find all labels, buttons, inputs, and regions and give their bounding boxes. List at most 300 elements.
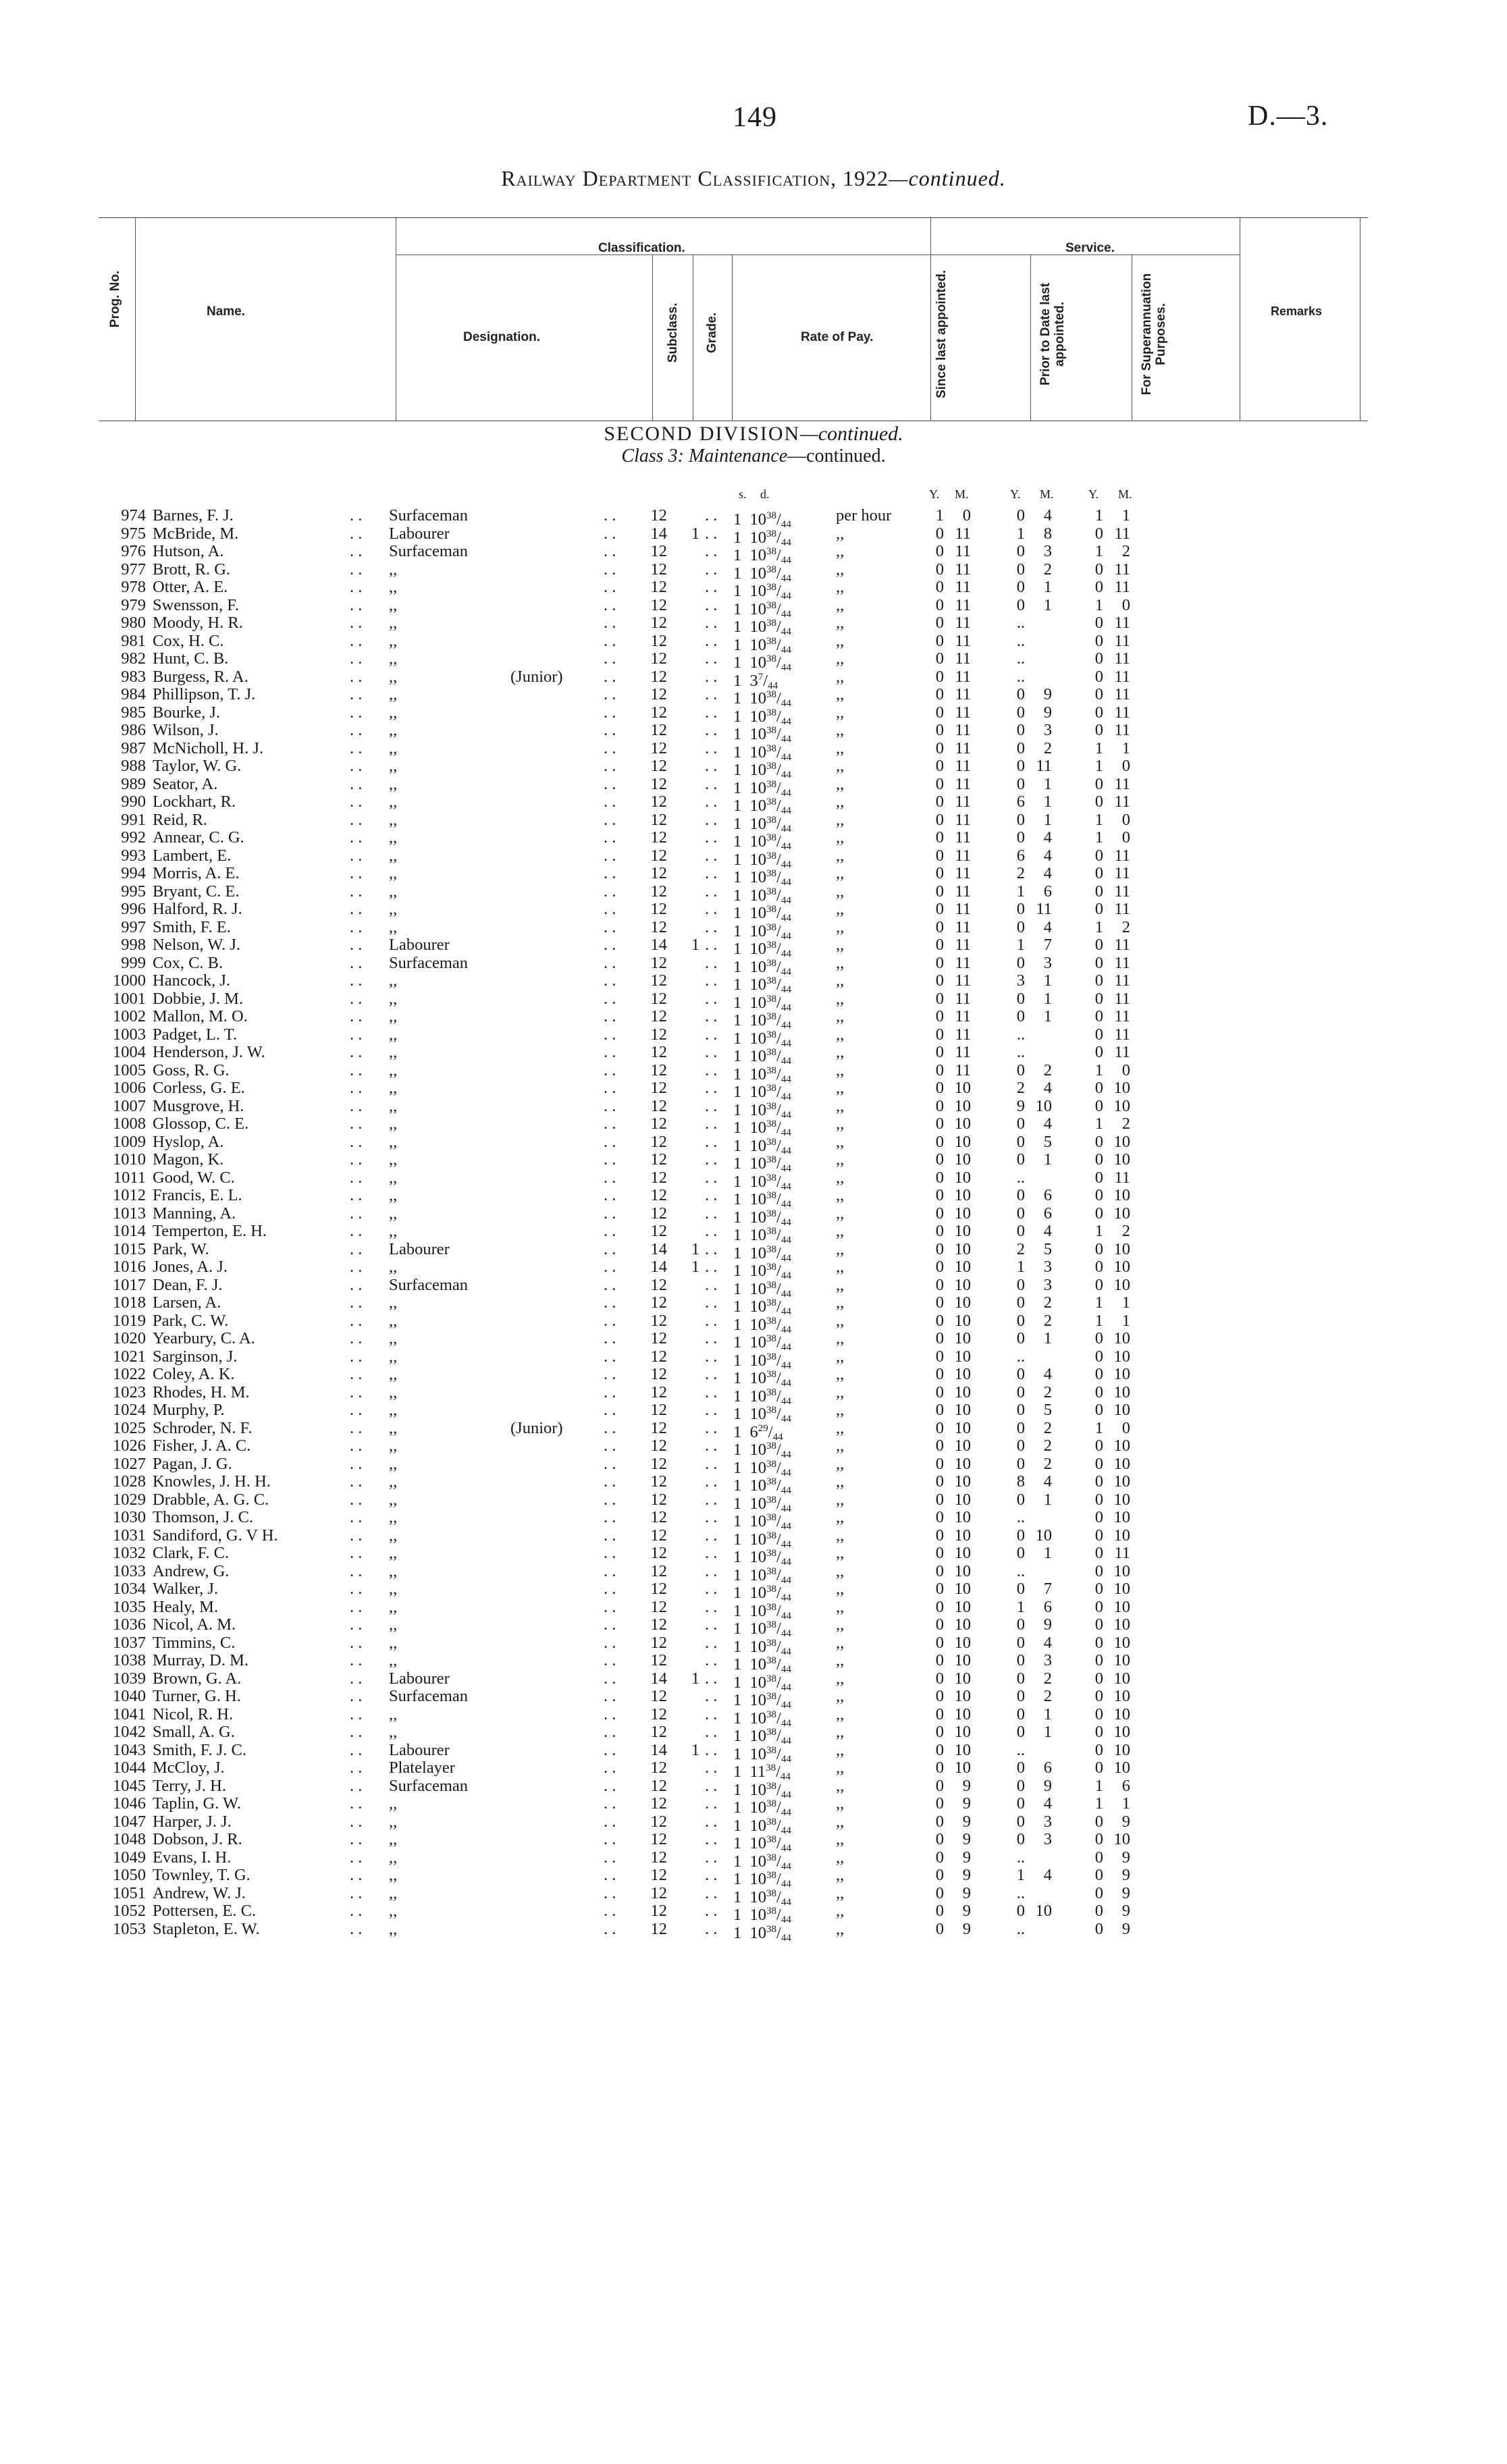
service-superannuation — [1087, 757, 1144, 776]
service-prior-to-date-months: 1 — [1043, 793, 1052, 811]
rate-fraction-denominator: 44 — [781, 1092, 791, 1102]
service-superannuation-months: 10 — [1113, 1454, 1130, 1473]
rate-fraction-numerator: 38 — [766, 868, 776, 879]
rate-pence: 10 — [749, 653, 766, 672]
prog-no-cell: 1007 — [113, 1096, 146, 1115]
service-since-last-appointed — [928, 1902, 978, 1921]
rate-fraction-numerator: 38 — [766, 1405, 776, 1416]
name-cell: Bourke, J. — [153, 703, 221, 722]
service-prior-to-date — [1009, 971, 1065, 990]
service-superannuation-years: 0 — [1094, 1454, 1103, 1473]
service-prior-to-date-years: 0 — [1016, 685, 1025, 703]
service-since-last-appointed — [928, 596, 978, 615]
designation-cell: ,, — [389, 989, 398, 1008]
service-prior-to-date-years: 0 — [1016, 1007, 1025, 1025]
service-since-last-appointed-months: 11 — [955, 631, 971, 650]
subclass-cell: 12 — [650, 1115, 667, 1133]
leader-dots: . . — [705, 1902, 718, 1920]
fraction-slash: / — [776, 868, 781, 886]
rate-pence: 10 — [749, 975, 766, 994]
service-since-last-appointed-years: 0 — [935, 1883, 944, 1902]
rate-period-cell: ,, — [836, 1919, 845, 1938]
service-superannuation-months: 2 — [1121, 917, 1130, 936]
rate-pence: 10 — [749, 886, 766, 905]
unit-pence: d. — [760, 487, 770, 501]
prog-no-cell: 998 — [121, 936, 146, 954]
service-since-last-appointed — [928, 1133, 978, 1152]
table-row — [0, 1472, 1507, 1496]
prog-no-cell: 992 — [121, 828, 146, 847]
leader-dots: . . — [604, 1794, 616, 1813]
leader-dots: . . — [350, 649, 363, 668]
table-row — [0, 1365, 1507, 1389]
table-row — [0, 793, 1507, 816]
leader-dots: . . — [604, 828, 616, 847]
col-since-last-appointed: Since last appointed. — [934, 269, 949, 399]
table-row — [0, 1293, 1507, 1317]
rate-period-cell: ,, — [836, 1597, 845, 1616]
service-superannuation — [1087, 1491, 1144, 1509]
service-prior-to-date-months: 1 — [1043, 578, 1052, 596]
prog-no-cell: 1045 — [113, 1776, 146, 1795]
service-superannuation-months: 11 — [1114, 524, 1130, 543]
designation-cell: ,, — [389, 1705, 398, 1723]
leader-dots: . . — [705, 1132, 718, 1151]
service-since-last-appointed-months: 11 — [955, 685, 971, 703]
service-superannuation-months: 6 — [1121, 1776, 1130, 1795]
rate-shillings: 1 — [733, 546, 742, 564]
leader-dots: . . — [705, 1526, 718, 1545]
service-since-last-appointed — [928, 864, 978, 883]
service-superannuation — [1087, 1293, 1144, 1312]
prog-no-cell: 985 — [121, 703, 146, 722]
rate-pence: 10 — [749, 1709, 766, 1728]
service-superannuation-months: 10 — [1113, 1150, 1130, 1169]
designation-cell: ,, — [389, 1472, 398, 1491]
service-prior-to-date — [1009, 1061, 1065, 1080]
service-prior-to-date-months: 4 — [1043, 1794, 1052, 1813]
service-prior-to-date-years: 0 — [1016, 703, 1025, 722]
designation-cell: ,, — [389, 1186, 398, 1204]
service-prior-to-date-years: 0 — [1016, 953, 1025, 972]
leader-dots: . . — [350, 1830, 363, 1848]
rate-period-cell: ,, — [836, 1007, 845, 1025]
service-since-last-appointed-years: 0 — [935, 1186, 944, 1204]
fraction-slash: / — [776, 1816, 781, 1835]
service-prior-to-date-months: 1 — [1043, 1007, 1052, 1025]
rate-fraction-denominator: 44 — [781, 1896, 791, 1908]
service-prior-to-date-months: 1 — [1043, 595, 1052, 614]
table-row — [0, 1383, 1507, 1407]
service-superannuation-years: 1 — [1094, 1222, 1103, 1240]
rate-fraction-denominator: 44 — [781, 1825, 791, 1836]
service-since-last-appointed-months: 10 — [954, 1150, 971, 1169]
subclass-cell: 12 — [650, 1007, 667, 1025]
leader-dots: . . — [604, 1544, 616, 1562]
service-prior-to-date-months: 1 — [1043, 810, 1052, 829]
service-since-last-appointed-months: 11 — [955, 1007, 971, 1025]
service-prior-to-date-months: 10 — [1035, 1526, 1052, 1545]
service-since-last-appointed — [928, 775, 978, 794]
service-superannuation — [1087, 1455, 1144, 1474]
service-since-last-appointed-years: 0 — [935, 1347, 944, 1366]
name-cell: Temperton, E. H. — [153, 1222, 267, 1240]
service-since-last-appointed — [928, 578, 978, 597]
rate-period-cell: ,, — [836, 1311, 845, 1330]
prog-no-cell: 1020 — [113, 1329, 146, 1347]
rate-fraction-numerator: 38 — [766, 1243, 776, 1255]
subclass-cell: 12 — [650, 1651, 667, 1669]
name-cell: Reid, R. — [153, 810, 207, 829]
designation-cell: Surfaceman — [389, 1275, 468, 1294]
rate-period-cell: ,, — [836, 1526, 845, 1545]
service-prior-to-date — [1009, 1562, 1065, 1581]
rate-fraction-denominator: 44 — [781, 1163, 791, 1174]
rate-shillings: 1 — [733, 1780, 742, 1799]
service-prior-to-date — [1009, 1544, 1065, 1563]
service-since-last-appointed — [928, 1276, 978, 1295]
name-cell: Sandiford, G. V H. — [153, 1526, 278, 1545]
service-prior-to-date-years: .. — [1016, 1347, 1025, 1366]
service-since-last-appointed-months: 10 — [954, 1669, 971, 1688]
leader-dots: . . — [350, 1258, 363, 1276]
service-superannuation — [1087, 1133, 1144, 1152]
prog-no-cell: 1025 — [113, 1418, 146, 1437]
fraction-slash: / — [776, 1172, 781, 1191]
name-cell: Musgrove, H. — [153, 1096, 244, 1115]
table-row — [0, 1651, 1507, 1675]
service-prior-to-date-months: 1 — [1043, 1490, 1052, 1509]
service-prior-to-date-months: 9 — [1043, 685, 1052, 703]
service-prior-to-date — [1009, 1043, 1065, 1062]
service-prior-to-date-months: 4 — [1043, 846, 1052, 865]
division-name: SECOND DIVISION — [604, 423, 801, 445]
subclass-cell: 12 — [650, 1079, 667, 1097]
name-cell: Magon, K. — [153, 1150, 224, 1169]
rate-pence: 10 — [749, 1727, 766, 1745]
rate-fraction-numerator: 38 — [766, 1565, 776, 1577]
leader-dots: . . — [705, 774, 718, 793]
service-since-last-appointed-months: 10 — [954, 1258, 971, 1276]
service-superannuation — [1087, 990, 1144, 1009]
service-since-last-appointed-months: 11 — [955, 739, 971, 757]
leader-dots: . . — [705, 1418, 718, 1437]
leader-dots: . . — [705, 524, 718, 543]
fraction-slash: / — [776, 1387, 781, 1405]
rate-period-cell: ,, — [836, 1508, 845, 1526]
rate-fraction-numerator: 38 — [766, 1226, 776, 1237]
rate-fraction-denominator: 44 — [781, 751, 791, 763]
service-superannuation-months: 11 — [1114, 936, 1130, 954]
service-superannuation-years: 0 — [1094, 1883, 1103, 1902]
prog-no-cell: 993 — [121, 846, 146, 865]
rate-period-cell: ,, — [836, 900, 845, 918]
designation-cell: ,, — [389, 1222, 398, 1240]
prog-no-cell: 996 — [121, 900, 146, 918]
rate-pence: 10 — [749, 1315, 766, 1334]
name-cell: Wilson, J. — [153, 721, 219, 739]
subclass-cell: 12 — [650, 703, 667, 722]
fraction-slash: / — [776, 707, 781, 726]
col-name: Name. — [207, 304, 246, 319]
rate-shillings: 1 — [733, 1441, 742, 1459]
designation-cell: ,, — [389, 614, 398, 632]
rate-pence: 10 — [749, 1673, 766, 1692]
service-superannuation-years: 0 — [1094, 1347, 1103, 1366]
service-superannuation-years: 0 — [1094, 1526, 1103, 1545]
service-superannuation-years: 0 — [1094, 1007, 1103, 1025]
rate-fraction-denominator: 44 — [781, 805, 791, 816]
service-superannuation-months: 11 — [1114, 1043, 1130, 1061]
leader-dots: . . — [350, 1561, 363, 1580]
rate-period-cell: ,, — [836, 1902, 845, 1920]
fraction-slash: / — [776, 1637, 781, 1656]
leader-dots: . . — [604, 1830, 616, 1848]
designation-cell: ,, — [389, 1883, 398, 1902]
subclass-cell: 12 — [650, 1919, 667, 1938]
service-since-last-appointed-months: 10 — [954, 1561, 971, 1580]
rate-fraction-numerator: 38 — [766, 1190, 776, 1201]
name-cell: Morris, A. E. — [153, 864, 240, 882]
fraction-slash: / — [776, 940, 781, 958]
leader-dots: . . — [705, 578, 718, 596]
fraction-slash: / — [776, 1047, 781, 1065]
rate-fraction-numerator: 38 — [766, 653, 776, 664]
service-superannuation-years: 0 — [1094, 1258, 1103, 1276]
rate-fraction-numerator: 38 — [766, 1852, 776, 1863]
prog-no-cell: 982 — [121, 649, 146, 668]
service-since-last-appointed — [928, 649, 978, 668]
rate-fraction-denominator: 44 — [781, 859, 791, 870]
subclass-cell: 12 — [650, 1866, 667, 1884]
rate-pence: 10 — [749, 1262, 766, 1280]
service-prior-to-date-months: 4 — [1043, 917, 1052, 936]
prog-no-cell: 1037 — [113, 1633, 146, 1652]
service-prior-to-date — [1009, 918, 1065, 937]
service-since-last-appointed-years: 0 — [935, 1204, 944, 1223]
rate-period-cell: ,, — [836, 1633, 845, 1652]
service-since-last-appointed-months: 10 — [954, 1437, 971, 1455]
service-since-last-appointed-months: 10 — [954, 1132, 971, 1151]
name-cell: Barnes, F. J. — [153, 506, 234, 525]
service-superannuation — [1087, 1777, 1144, 1796]
name-cell: Goss, R. G. — [153, 1061, 230, 1079]
rate-pence: 10 — [749, 1029, 766, 1048]
service-superannuation-years: 0 — [1094, 1544, 1103, 1562]
service-superannuation-years: 0 — [1094, 1025, 1103, 1044]
rate-fraction-numerator: 38 — [766, 1619, 776, 1630]
rate-period-cell: ,, — [836, 1759, 845, 1777]
service-prior-to-date-years: 0 — [1016, 1115, 1025, 1133]
fraction-slash: / — [776, 635, 781, 654]
subclass-cell: 12 — [650, 1776, 667, 1795]
service-since-last-appointed-months: 9 — [962, 1902, 971, 1920]
service-superannuation-months: 11 — [1114, 631, 1130, 650]
service-superannuation-years: 0 — [1094, 631, 1103, 650]
service-prior-to-date-months: 4 — [1043, 864, 1052, 882]
service-prior-to-date — [1009, 900, 1065, 919]
name-cell: Taplin, G. W. — [153, 1794, 241, 1813]
prog-no-cell: 980 — [121, 614, 146, 632]
prog-no-cell: 979 — [121, 595, 146, 614]
service-superannuation — [1087, 668, 1144, 687]
designation-cell: ,, — [389, 739, 398, 757]
designation-cell: ,, — [389, 1830, 398, 1848]
rate-pence: 10 — [749, 635, 766, 654]
leader-dots: . . — [705, 882, 718, 901]
rate-fraction-denominator: 44 — [781, 644, 791, 655]
service-since-last-appointed — [928, 1419, 978, 1438]
rate-shillings: 1 — [733, 1422, 742, 1441]
leader-dots: . . — [705, 1079, 718, 1097]
rate-fraction-denominator: 44 — [781, 1682, 791, 1693]
name-cell: Timmins, C. — [153, 1633, 236, 1652]
service-prior-to-date — [1009, 1419, 1065, 1438]
service-since-last-appointed-years: 0 — [935, 1150, 944, 1169]
fraction-slash: / — [776, 725, 781, 743]
rate-shillings: 1 — [733, 1387, 742, 1405]
service-since-last-appointed — [928, 1061, 978, 1080]
leader-dots: . . — [350, 1418, 363, 1437]
service-superannuation — [1087, 1902, 1144, 1921]
table-row — [0, 1794, 1507, 1818]
rate-fraction-numerator: 38 — [766, 814, 776, 826]
rate-period-cell: ,, — [836, 1115, 845, 1133]
leader-dots: . . — [705, 1794, 718, 1813]
rate-period-cell: ,, — [836, 810, 845, 829]
rate-pence: 10 — [749, 618, 766, 636]
subclass-cell: 12 — [650, 1347, 667, 1366]
service-prior-to-date-months: 2 — [1043, 1437, 1052, 1455]
rate-shillings: 1 — [733, 1798, 742, 1817]
leader-dots: . . — [604, 1651, 616, 1669]
fraction-slash: / — [776, 1548, 781, 1566]
service-since-last-appointed-months: 9 — [962, 1776, 971, 1795]
service-superannuation-months: 10 — [1113, 1204, 1130, 1223]
service-superannuation-years: 0 — [1094, 953, 1103, 972]
service-superannuation-months: 11 — [1114, 560, 1130, 579]
designation-cell: ,, — [389, 1043, 398, 1061]
rate-shillings: 1 — [733, 1279, 742, 1298]
service-superannuation-years: 0 — [1094, 1866, 1103, 1884]
leader-dots: . . — [604, 1222, 616, 1240]
table-row — [0, 757, 1507, 780]
service-prior-to-date — [1009, 578, 1065, 597]
service-since-last-appointed — [928, 1884, 978, 1903]
prog-no-cell: 1009 — [113, 1132, 146, 1151]
prog-no-cell: 999 — [121, 953, 146, 972]
service-prior-to-date-years: 0 — [1016, 1651, 1025, 1669]
subclass-cell: 12 — [650, 1687, 667, 1705]
subclass-cell: 12 — [650, 1597, 667, 1616]
service-since-last-appointed-months: 10 — [954, 1275, 971, 1294]
rate-pence: 10 — [749, 1601, 766, 1620]
service-prior-to-date-years: 0 — [1016, 1615, 1025, 1634]
service-since-last-appointed — [928, 1794, 978, 1813]
service-prior-to-date — [1009, 990, 1065, 1009]
rate-pence: 10 — [749, 1548, 766, 1566]
designation-cell: ,, — [389, 1007, 398, 1025]
name-cell: Harper, J. J. — [153, 1812, 232, 1831]
service-since-last-appointed — [928, 918, 978, 937]
service-since-last-appointed-years: 0 — [935, 1258, 944, 1276]
table-row — [0, 1526, 1507, 1550]
rate-fraction-denominator: 44 — [780, 1771, 791, 1782]
service-since-last-appointed — [928, 1329, 978, 1348]
service-superannuation — [1087, 1329, 1144, 1348]
name-cell: Coley, A. K. — [153, 1365, 235, 1383]
table-row — [0, 864, 1507, 888]
service-superannuation — [1087, 1472, 1144, 1491]
fraction-slash: / — [776, 1262, 781, 1280]
rate-period-cell: ,, — [836, 631, 845, 650]
rate-period-cell: ,, — [836, 846, 845, 865]
rate-period-cell: ,, — [836, 757, 845, 775]
rate-pence: 10 — [749, 1243, 766, 1262]
division-suffix: —continued. — [800, 423, 903, 445]
leader-dots: . . — [705, 1490, 718, 1509]
rate-period-cell: ,, — [836, 1347, 845, 1366]
service-prior-to-date-months: 1 — [1043, 971, 1052, 990]
service-superannuation-years: 0 — [1094, 1490, 1103, 1509]
rate-fraction-denominator: 44 — [781, 591, 791, 601]
rate-pence: 10 — [749, 743, 766, 761]
service-prior-to-date-years: .. — [1016, 1043, 1025, 1061]
service-prior-to-date-years: .. — [1016, 649, 1025, 668]
rate-period-cell: ,, — [836, 1740, 845, 1759]
table-row — [0, 1669, 1507, 1693]
rate-period-cell: ,, — [836, 649, 845, 668]
service-superannuation-months: 9 — [1121, 1902, 1130, 1920]
subclass-cell: 12 — [650, 1186, 667, 1204]
service-superannuation-years: 0 — [1094, 1723, 1103, 1741]
rate-pence: 3 — [749, 671, 758, 690]
service-since-last-appointed-years: 0 — [935, 1669, 944, 1688]
rate-pence: 10 — [749, 1387, 766, 1405]
designation-cell: ,, — [389, 1347, 398, 1366]
rate-shillings: 1 — [733, 850, 742, 869]
unit-y1: Y. — [929, 487, 940, 501]
leader-dots: . . — [705, 667, 718, 686]
rate-of-pay-cell — [733, 1920, 791, 1948]
service-prior-to-date-years: 6 — [1016, 846, 1025, 865]
fraction-slash: / — [776, 1691, 781, 1709]
leader-dots: . . — [604, 1329, 616, 1347]
leader-dots: . . — [604, 1115, 616, 1133]
service-superannuation-years: 0 — [1094, 1383, 1103, 1401]
leader-dots: . . — [350, 1794, 363, 1813]
service-since-last-appointed-months: 9 — [962, 1830, 971, 1848]
leader-dots: . . — [604, 1597, 616, 1616]
table-row — [0, 1580, 1507, 1603]
service-superannuation-months: 9 — [1121, 1919, 1130, 1938]
leader-dots: . . — [705, 828, 718, 847]
leader-dots: . . — [350, 703, 363, 722]
rate-fraction-numerator: 38 — [766, 1029, 776, 1040]
service-prior-to-date — [1009, 757, 1065, 776]
rate-fraction-numerator: 38 — [766, 797, 776, 807]
service-prior-to-date — [1009, 560, 1065, 579]
service-since-last-appointed-years: 0 — [935, 1902, 944, 1920]
rate-fraction-denominator: 44 — [781, 626, 791, 637]
service-superannuation — [1087, 1079, 1144, 1098]
rate-fraction-denominator: 44 — [781, 555, 791, 566]
service-prior-to-date — [1009, 1472, 1065, 1491]
name-cell: Padget, L. T. — [153, 1025, 237, 1044]
name-cell: Schroder, N. F. — [153, 1418, 253, 1437]
service-since-last-appointed — [928, 1007, 978, 1026]
service-prior-to-date — [1009, 1115, 1065, 1133]
